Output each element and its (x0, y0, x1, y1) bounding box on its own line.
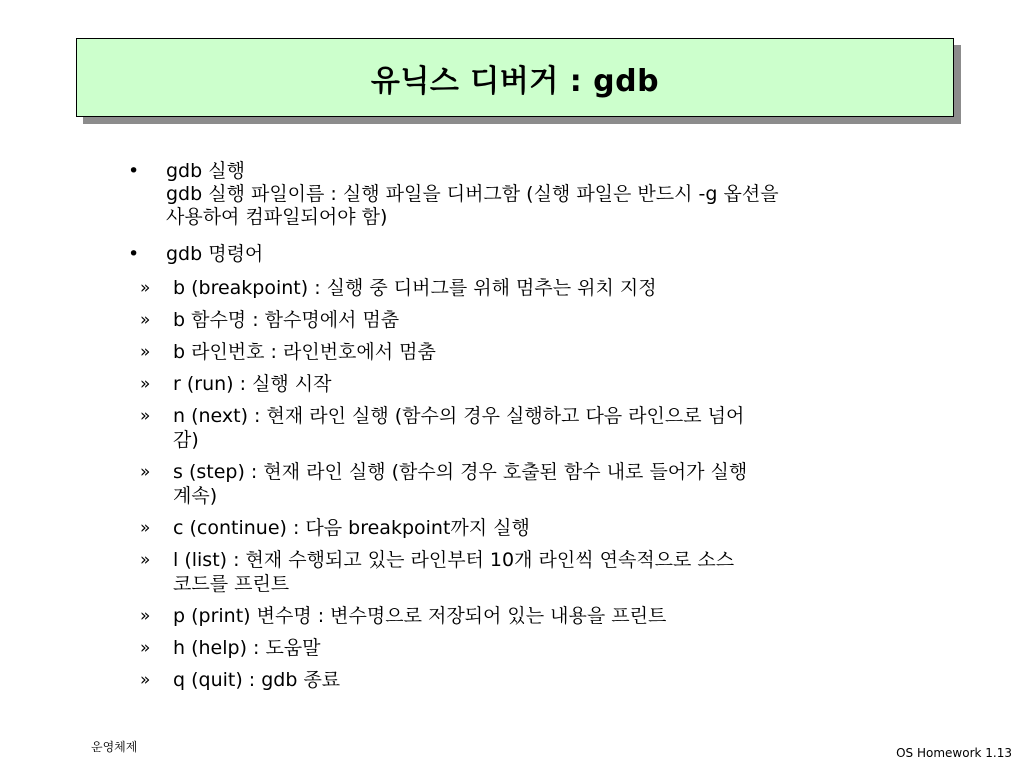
bullet-marker: • (128, 160, 140, 182)
slide-title: 유닉스 디버거 : gdb (370, 63, 660, 99)
command-item (128, 604, 881, 628)
command-item (128, 636, 881, 660)
command-item (128, 668, 881, 692)
bullet-item (128, 160, 928, 229)
command-line: h (help) : 도움말 (173, 637, 321, 659)
sub-bullet-marker: » (140, 342, 151, 362)
command-list (128, 276, 928, 692)
sub-bullet-marker: » (140, 278, 151, 298)
command-line: l (list) : 현재 수행되고 있는 라인부터 10개 라인씩 연속적으로 소스 (173, 549, 735, 571)
command-line: 코드를 프린트 (173, 573, 290, 595)
sub-bullet-marker: » (140, 374, 151, 394)
command-item (128, 516, 881, 540)
bullet-line: gdb 실행 (166, 160, 245, 182)
command-line: n (next) : 현재 라인 실행 (함수의 경우 실행하고 다음 라인으로 넘어 (173, 405, 745, 427)
command-line: s (step) : 현재 라인 실행 (함수의 경우 호출된 함수 내로 들어가 실행 (173, 461, 748, 483)
footer-course-name: 운영체제 (91, 740, 138, 754)
bullet-line: gdb 명령어 (166, 243, 264, 265)
command-line: 계속) (173, 485, 218, 507)
bullet-line: gdb 실행 파일이름 : 실행 파일을 디버그함 (실행 파일은 반드시 -g 옵션을 (166, 183, 779, 205)
command-line: b 함수명 : 함수명에서 멈춤 (173, 309, 400, 331)
command-line: r (run) : 실행 시작 (173, 373, 332, 395)
sub-bullet-marker: » (140, 406, 151, 426)
command-line: c (continue) : 다음 breakpoint까지 실행 (173, 517, 530, 539)
command-item (128, 308, 881, 332)
footer-page-label: OS Homework 1.13 (896, 746, 1012, 760)
title-box (76, 38, 954, 117)
command-item (128, 548, 881, 596)
sub-bullet-marker: » (140, 550, 151, 570)
sub-bullet-marker: » (140, 670, 151, 690)
command-line: b 라인번호 : 라인번호에서 멈춤 (173, 341, 436, 363)
sub-bullet-marker: » (140, 462, 151, 482)
sub-bullet-marker: » (140, 638, 151, 658)
command-item (128, 372, 881, 396)
command-line: 감) (173, 429, 199, 451)
sub-bullet-marker: » (140, 606, 151, 626)
command-item (128, 340, 881, 364)
bullet-item (128, 243, 928, 266)
sub-bullet-marker: » (140, 310, 151, 330)
command-item (128, 460, 881, 508)
bullet-line: 사용하여 컴파일되어야 함) (166, 206, 388, 228)
sub-bullet-marker: » (140, 518, 151, 538)
slide-content (128, 160, 928, 700)
command-line: q (quit) : gdb 종료 (173, 669, 341, 691)
command-line: b (breakpoint) : 실행 중 디버그를 위해 멈추는 위치 지정 (173, 277, 657, 299)
command-item (128, 276, 881, 300)
command-item (128, 404, 881, 452)
command-line: p (print) 변수명 : 변수명으로 저장되어 있는 내용을 프린트 (173, 605, 667, 627)
bullet-marker: • (128, 243, 140, 265)
